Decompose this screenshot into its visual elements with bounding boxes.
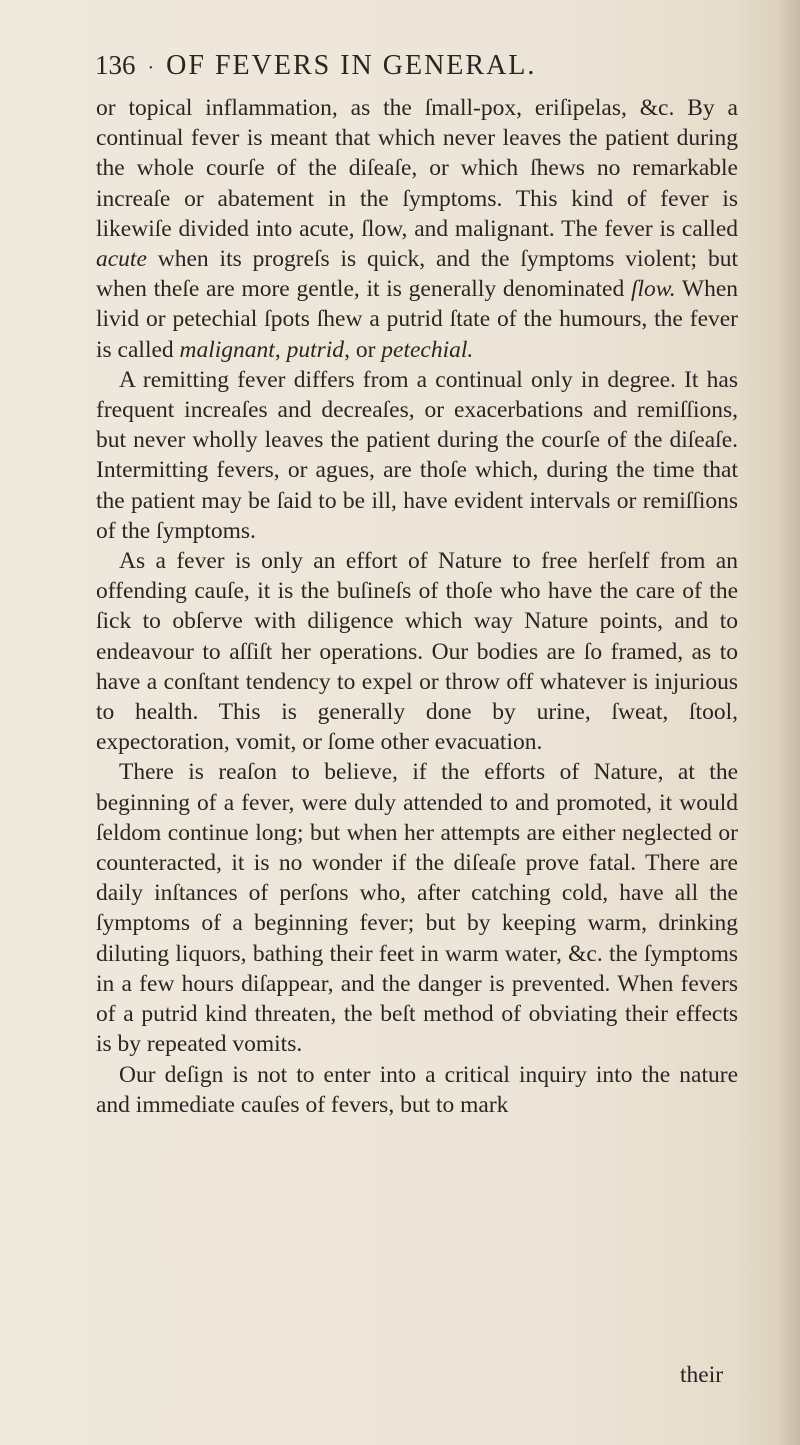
header-separator: ·	[147, 57, 155, 79]
text-run: There is reaſon to believe, if the efforts of Nature, at the beginning of a fever, were duly attended to and promoted, it would ſeldom continue long; but when her attempts are either neglected or counteracted, it is no wonder if the diſeaſe prove fatal. There are daily inſtances of perſons who, after catching cold, have all the ſymptoms of a beginning fever; but by keeping warm, drinking diluting liquors, bathing their feet in warm water, &c. the ſymptoms in a few hours diſappear, and the danger is prevented. When fevers of a putrid kind threaten, the beſt method of obviating their effects is by repeated vomits.	[96, 759, 738, 1058]
paragraph	[96, 365, 738, 546]
page-number: 136	[95, 50, 136, 80]
text-run: ,	[274, 336, 287, 363]
text-run: As a fever is only an effort of Nature to free herſelf from an offending cauſe, it is the buſineſs of thoſe who have the care of the ſick to obſerve with diligence which way Nature points, and to endeavour to aſſiſt her operations. Our bodies are ſo framed, as to have a conſtant tendency to expel or throw off whatever is injurious to health. This is generally done by urine, ſweat, ſtool, expectoration, vomit, or ſome other evacuation.	[96, 548, 738, 756]
text-run: , or	[344, 336, 382, 363]
paragraph	[96, 546, 738, 757]
page-edge-shadow	[778, 0, 800, 1445]
page-header	[95, 50, 735, 90]
text-run: Our deſign is not to enter into a critical inquiry into the nature and immediate cauſes of fevers, but to mark	[96, 1061, 738, 1118]
text-run: or topical inflammation, as the ſmall-pox, eriſipelas, &c. By a continual fever is meant that which never leaves the patient during the whole courſe of the diſeaſe, or which ſhews no remarkable increaſe or abatement in the ſymptoms. This kind of fever is likewiſe divided into acute, ſlow, and malignant. The fever is called	[96, 95, 738, 242]
text-run: when its progreſs is quick, and the ſymptoms violent; but when theſe are more gentle, it is generally denominated	[96, 246, 738, 303]
text-run: A remitting fever differs from a continual only in degree. It has frequent increaſes and decreaſes, or exacerbations and remiſſions, but never wholly leaves the patient during the courſe of the diſeaſe. Intermitting fevers, or agues, are thoſe which, during the time that the patient may be ſaid to be ill, have evident intervals or remiſſions of the ſymptoms.	[96, 366, 738, 544]
text-run: When livid or petechial ſpots ſhew a putrid ſtate of the humours, the fever is called	[96, 276, 738, 363]
italic-term: ſlow.	[630, 276, 676, 303]
paragraph	[96, 1060, 738, 1120]
paragraph	[96, 93, 738, 365]
italic-term: petechial.	[381, 336, 474, 363]
running-title: OF FEVERS IN GENERAL.	[166, 50, 537, 81]
italic-term: acute	[96, 246, 147, 273]
italic-term: malignant	[179, 336, 275, 363]
body-text	[96, 93, 738, 1120]
catchword: their	[680, 1362, 724, 1388]
paragraph	[96, 757, 738, 1059]
italic-term: putrid	[286, 336, 345, 363]
